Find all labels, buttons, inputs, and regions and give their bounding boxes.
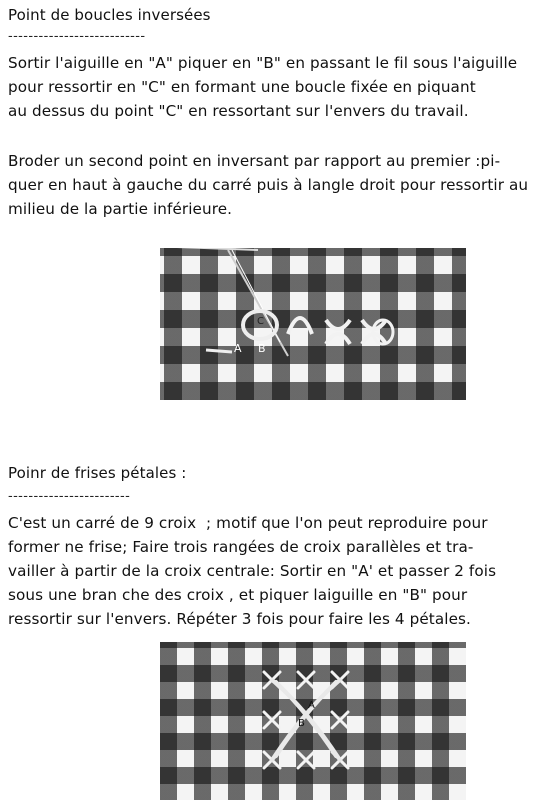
loop-stitch: [326, 320, 350, 344]
thread-tail: [206, 350, 232, 352]
paragraph-line: Broder un second point en inversant par rapport au premier :pi-: [8, 152, 501, 170]
point-c-label: C: [257, 316, 264, 327]
gingham-stitch-photo-boucles: [160, 248, 466, 400]
paragraph-line: C'est un carré de 9 croix ; motif que l'on peut reproduire pour: [8, 514, 488, 532]
paragraph-line: former ne frise; Faire trois rangées de croix parallèles et tra-: [8, 538, 474, 556]
stitch-illustration: [160, 248, 466, 400]
paragraph-line: Sortir l'aiguille en "A" piquer en "B" en passant le fil sous l'aiguille: [8, 54, 518, 72]
point-a-label: A: [234, 342, 242, 355]
loop-stitch: [288, 318, 312, 334]
paragraph-line: pour ressortir en "C" en formant une boucle fixée en piquant: [8, 78, 476, 96]
point-a-label: A: [308, 700, 315, 711]
cross-stitch-illustration: [160, 642, 466, 800]
section-title-boucles: Point de boucles inversées: [8, 6, 211, 24]
section-title-frises: Poinr de frises pétales :: [8, 464, 187, 482]
needle-highlight: [232, 250, 280, 342]
point-b-label: B: [298, 718, 305, 729]
paragraph-line: ressortir sur l'envers. Répéter 3 fois pour faire les 4 pétales.: [8, 610, 471, 628]
paragraph-line: sous une bran che des croix , et piquer laiguille en "B" pour: [8, 586, 468, 604]
paragraph-line: vailler à partir de la croix centrale: Sortir en "A' et passer 2 fois: [8, 562, 497, 580]
gingham-stitch-photo-petales: [160, 642, 466, 800]
petal-stitches: [272, 680, 340, 760]
paragraph-line: milieu de la partie inférieure.: [8, 200, 233, 218]
paragraph-line: quer en haut à gauche du carré puis à langle droit pour ressortir au: [8, 176, 529, 194]
paragraph-line: au dessus du point "C" en ressortant sur l'envers du travail.: [8, 102, 469, 120]
thread-line: [160, 248, 258, 250]
point-b-label: B: [258, 342, 266, 355]
title-underline: ------------------------: [8, 489, 131, 504]
title-underline: ---------------------------: [8, 29, 146, 44]
